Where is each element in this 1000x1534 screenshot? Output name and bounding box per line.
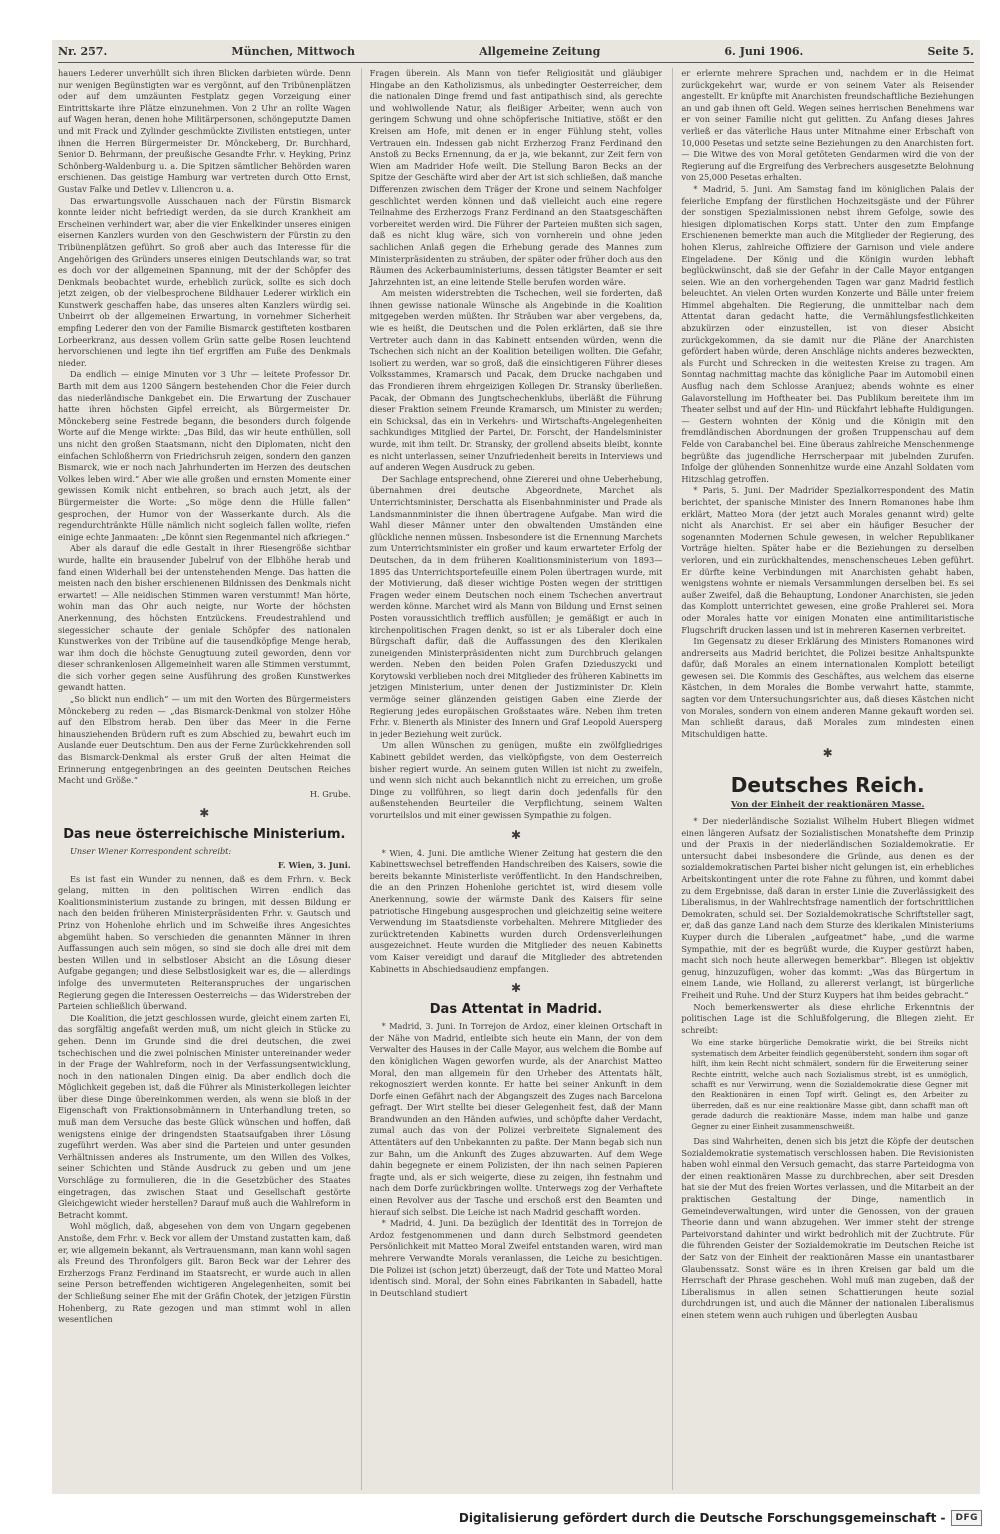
asterism-ornament: ✱ xyxy=(822,746,833,761)
paragraph: hauers Lederer unverhüllt sich ihren Blicken darbieten würde. Denn nur wenigen Begünstigten war es vergönnt, auf den Tribünenplätzen oder auf dem umzäunten Festplatz gegen Vorzeigung einer Eintrittskarte ihre Plätze einzunehmen. Von 2 Uhr an rollte Wagen auf Wagen heran, denen hohe Militärpersonen, schöngeputzte Damen und mit Frack und Zylinder geschmückte Zivilisten entstiegen, unter ihnen die Herren Bürgermeister Dr. Mönckeberg, Dr. Burchhard, Senior D. Behrmann, der preußische Gesandte Frhr. v. Heyking, Prinz Schönberg-Waldenburg u. a. Die Spitzen sämtlicher Behörden waren erschienen. Das geistige Hamburg war vertreten durch Otto Ernst, Gustav Falke und Detlev v. Liliencron u. a. xyxy=(58,68,351,194)
correspondent-line: Unser Wiener Korrespondent schreibt: xyxy=(70,846,232,857)
newspaper-page xyxy=(52,40,980,1494)
paragraph: Die Koalition, die jetzt geschlossen wurde, gleicht einem zarten Ei, das sorgfältig angefaßt werden muß, um nicht gleich in Stücke zu gehen. Denn im Grunde sind die drei deutschen, die zwei tschechischen und die zwei polnischen Minister untereinander weder in der Frage der Wahlreform, noch in der Verfassungsentwicklung, noch in den nationalen Dingen einig. Da aber endlich doch die Möglichkeit gegeben ist, daß die Führer als Ministerkollegen leichter über diese Dinge übereinkommen werden, als wenn sie bloß in der Eigenschaft von Fraktionsobmännern in Unterhandlung treten, so muß man dem Versuche das beste Glück wünschen und hoffen, daß wenigstens einige der dringendsten Staatsaufgaben ihrer Lösung zugeführt werden. Was aber sind die Parteien und unter gesunden Verhältnissen anderes als Instrumente, um den Willen des Volkes, seiner Schichten und Stände Ausdruck zu geben und um jene Vorschläge zu formulieren, die in die Gesetzbücher des Staates eingetragen, das zwischen Staat und Gesellschaft gestörte Gleichgewicht wieder herstellen? Darauf muß auch die Wahlreform in Betracht kommt. xyxy=(58,1012,351,1220)
paragraph: * Paris, 5. Juni. Der Madrider Spezialkorrespondent des Matin berichtet, der spanische Minister des Innern Romanones habe ihm erklärt, Matteo Mora (der jetzt auch Morales genannt wird) gelte nicht als Anarchist. Er sei aber ein häufiger Besucher der sogenannten Modernen Schule gewesen, in welcher Republikaner Vorträge hielten. Später habe er die Beziehungen zu derselben verloren, und ein zurückhaltendes, menschenscheues Leben geführt. Er dürfte keine Verbindungen mit Anarchisten gehabt haben, wenigstens wohnte er niemals Versammlungen derselben bei. Es sei außer Zweifel, daß die Behauptung, Londoner Anarchisten, sie jeden das Komplott unterrichtet gewesen, eine große Prahlerei sei. Mora oder Morales hatte vor einigen Monaten eine antimilitaristische Flugschrift drucken lassen und ist in mehreren Kasernen verbreitet. xyxy=(681,485,975,635)
header-rule xyxy=(58,62,974,63)
section-title: Deutsches Reich. xyxy=(730,773,925,798)
paragraph: Fragen überein. Als Mann von tiefer Religiosität und gläubiger Hingabe an den Katholizismus, als unbedingter Oesterreicher, dem die nationalen Dinge fremd und fast antipathisch sind, als gerechte und wohlwollende Natur, als fleißiger Arbeiter, wenn auch von geringem Schwung und ohne schöpferische Initiative, stößt er den Kreisen am Hofe, mit denen er in enger Fühlung steht, volles Vertrauen ein. Indessen gab nicht Erzherzog Franz Ferdinand den Anstoß zu Becks Ernennung, da er ja, wie bekannt, zur Zeit fern von Wien am Madrider Hofe weilt. Die Stellung Baron Becks an der Spitze der Geschäfte wird aber der Art ist sich schließen, daß manche Differenzen zwischen dem Träger der Krone und seinem Nachfolger geschlichtet werden können und daß vielleicht auch eine regere Teilnahme des Erzherzogs Franz Ferdinand an den Staatsgeschäften vorbereitet werden wird. Die Führer der Parteien mußten sich sagen, daß es nicht klug wäre, sich von vornherein und ohne jeden sachlichen Anlaß gegen die Erhebung gerade des Mannes zum Ministerpräsidenten zu sträuben, der später oder früher doch aus den Räumen des Ackerbauministeriums, dessen tätigster Beamter er seit Jahrzehnten ist, an eine leitende Stelle berufen worden wäre. xyxy=(369,68,663,287)
paragraph: * Wien, 4. Juni. Die amtliche Wiener Zeitung hat gestern die den Kabinettswechsel betreffenden Handschreiben des Kaisers, sowie die bereits bekannte Ministerliste veröffentlicht. In den Handschreiben, die an den Prinzen Hohenlohe gerichtet ist, wird diesem volle Anerkennung, sowie der wärmste Dank des Kaisers für seine patriotische Hingebung ausgesprochen und gleichzeitig seine weitere Verwendung im Staatsdienste vorbehalten. Mehrere Mitglieder des zurücktretenden Kabinetts wurden durch Ordensverleihungen ausgezeichnet. Heute wurden die Mitglieder des neuen Kabinetts vom Kaiser vereidigt und darauf die Mitglieder des abtretenden Kabinetts in Abschiedsaudienz empfangen. xyxy=(369,847,663,974)
asterism-ornament: ✱ xyxy=(199,806,210,821)
funding-credit: Digitalisierung gefördert durch die Deutsche Forschungsgemeinschaft - xyxy=(458,1511,946,1525)
paragraph: Das erwartungsvolle Ausschauen nach der Fürstin Bismarck konnte leider nicht befriedigt werden, da sie durch Krankheit am Erscheinen verhindert war, aber die vier Enkelkinder unseres einigen eisernen Kanzlers wurden von den Geschwistern der Fürstin zu den Tribünenplätzen geführt. So groß aber auch das Interesse für die Angehörigen des Gründers unseres einigen Deutschlands war, so trat es doch vor der allgemeinen Spannung, mit der der Schöpfer des Denkmals beobachtet wurde, erheblich zurück, sollte es sich doch jetzt zeigen, ob der vielbesprochene Bildhauer Lederer wirklich ein Kunstwerk geschaffen habe, das unseres alten Kanzlers würdig sei. Unbeirrt ob der allgemeinen Erwartung, in vornehmer Sicherheit empfing Lederer den von der Familie Bismarck gestifteten kostbaren Lorbeerkranz, aus dessen vollem Grün satte gelbe Rosen leuchtend hervorschienen und legte ihn tief ergriffen am Fuße des Denkmals nieder. xyxy=(58,195,351,368)
paragraph: „So blickt nun endlich“ — um mit den Worten des Bürgermeisters Mönckeberg zu reden — „das Bismarck-Denkmal von stolzer Höhe auf den Elbstrom herab. Den über das Meer in die Ferne hinausziehenden Brüdern ruft es zum Abschied zu, bewahrt euch im Auslande euer Deutschtum. Den aus der Ferne Zurückkehrenden soll das Bismarck-Denkmal als erster Gruß der alten Heimat die Erinnerung entgegenbringen an des geeinten Deutschen Reiches Macht und Größe.“ xyxy=(58,694,351,786)
asterism-ornament: ✱ xyxy=(510,827,522,842)
columns xyxy=(58,68,974,1490)
issue-date: 6. Juni 1906. xyxy=(724,44,804,58)
paragraph: er erlernte mehrere Sprachen und, nachdem er in die Heimat zurückgekehrt war, wurde er von seinem Vater als Reisender angestellt. Er knüpfte mit Anarchisten freundschaftliche Beziehungen an und gab ihnen oft Geld. Wegen seines herrischen Benehmens war er von seiner Familie nicht gut gelitten. Zu Anfang dieses Jahres verließ er das väterliche Haus unter Mitnahme einer Erbschaft von 10,000 Pesetas und setzte seine Beziehungen zu den Anarchisten fort. — Die Witwe des von Moral getöteten Gendarmen wird die von der Regierung auf die Ergreifung des Verbrechers ausgesetzte Belohnung von 25,000 Pesetas erhalten. xyxy=(681,68,975,183)
dateline: F. Wien, 3. Juni. xyxy=(277,860,351,870)
article-subheading: Von der Einheit der reaktionären Masse. xyxy=(730,800,925,811)
article-title: Das Attentat in Madrid. xyxy=(429,1002,603,1018)
paragraph: Noch bemerkenswerter als diese ehrliche Erkenntnis der politischen Lage ist die Schlußfolgerung, die Bliegen zieht. Er schreibt: xyxy=(681,1001,975,1035)
paragraph: * Madrid, 3. Juni. In Torrejon de Ardoz, einer kleinen Ortschaft in der Nähe von Madrid, entleibte sich heute ein Mann, der von dem Verwalter des Hauses in der Calle Mayor, aus welchem die Bombe auf den königlichen Wagen geworfen wurde, als der Anarchist Matteo Moral, den man allgemein für den Urheber des Attentats hält, rekognosziert werden konnte. Er hatte bei seiner Ankunft in dem Dorfe einen Gefährt nach der Abgangszeit des Zuges nach Barcelona gefragt. Der Wirt stellte bei dieser Gelegenheit fest, daß der Mann Brandwunden an den Händen aufwies, und schöpfte daher Verdacht, zumal auch das von der Polizei verbreitete Signalement des Attentäters auf den Unbekannten zu paßte. Der Mann begab sich nun zur Bahn, um die Ankunft des Zuges abzuwarten. Auf dem Wege dahin begegnete er einem Polizisten, der ihn nach seinen Papieren fragte und, als er sich weigerte, diese zu zeigen, ihn festnahm und nach dem Dorfe zurückbringen wollte. Unterwegs zog der Verhaftete einen Revolver aus der Tasche und erschoß erst den Beamten und hierauf sich selbst. Die Leiche ist nach Madrid geschafft worden. xyxy=(369,1021,663,1217)
issue-number: Nr. 257. xyxy=(58,44,108,58)
paragraph: Im Gegensatz zu dieser Erklärung des Ministers Romanones wird andrerseits aus Madrid berichtet, die Polizei besitze Anhaltspunkte dafür, daß Morales an einem internationalen Komplott beteiligt gewesen sei. Die Kommis des Geschäftes, aus welchem das eiserne Kästchen, in dem Morales die Bombe verwahrt hatte, stammte, sagten vor dem Untersuchungsrichter aus, daß dieses Kästchen nicht von Morales, sondern von einem anderen Manne gekauft worden sei. Man schließt daraus, daß Morales zum mindesten einen Mitschuldigen hatte. xyxy=(681,636,975,739)
page-number: Seite 5. xyxy=(927,44,974,58)
paragraph: * Madrid, 4. Juni. Da bezüglich der Identität des in Torrejon de Ardoz festgenommenen und dann durch Selbstmord geendeten Persönlichkeit mit Matteo Moral Zweifel entstanden waren, wird man mehrere Verwandte Morals veranlassen, die Leiche zu besichtigen. Die Polizei ist (schon jetzt) überzeugt, daß der Tote und Matteo Moral identisch sind. Moral, der Sohn eines Fabrikanten in Sabadell, hatte in Deutschland studiert xyxy=(369,1218,663,1298)
asterism-ornament: ✱ xyxy=(510,981,522,996)
place-day: München, Mittwoch xyxy=(231,44,355,58)
article-title: Das neue österreichische Ministerium. xyxy=(63,827,346,843)
paragraph: Um allen Wünschen zu genügen, mußte ein zwölfgliedriges Kabinett gebildet werden, das vielköpfigste, von dem Oesterreich bisher regiert wurde. An seinem guten Willen ist nicht zu zweifeln, und wenn sich nicht auch bekanntlich nicht zu erreichen, um große Dinge zu vollführen, so liegt darin doch jedenfalls für den außenstehenden Beurteiler die Verpflichtung, seinem Walten vorurteilslos und mit einer gewissen Sympathie zu folgen. xyxy=(369,740,663,820)
paragraph: Der Sachlage entsprechend, ohne Ziererei und ohne Ueberhebung, übernahmen drei deutsche Abgeordnete, Marchet als Unterrichtsminister, Derschatta als Eisenbahnminister und Prade als Landsmannminister die ihnen übertragene Aufgabe. Man wird die Wahl dieser Männer unter den obwaltenden Umständen eine glückliche nennen müssen. Insbesondere ist die Ernennung Marchets zum Unterrichtsminister ein großer und kaum erwarteter Erfolg der Deutschen, da in dem früheren Koalitionsministerium von 1893—1895 das Unterrichtsportefeuille einem Polen übertragen wurde, mit der Motivierung, daß dieser wichtige Posten wegen der strittigen Fragen weder einem Deutschen noch einem Tschechen anvertraut werden könne. Marchet wird als Mann von Bildung und Ernst seinen Posten voraussichtlich trefflich ausfüllen; je gemäßigt er auch in kirchenpolitischen Fragen denkt, so ist er als Liberaler doch eine Bürgschaft dafür, daß die Auffassungen des den Klerikalen zuneigenden Ministerpräsidenten nicht zum Durchbruch gelangen werden. Neben den beiden Polen Grafen Dzieduszycki und Korytowski verblieben noch drei Mitglieder des früheren Kabinetts im jetzigen Ministerium, unter denen der Justizminister Dr. Klein vermöge seiner glänzenden geistigen Gaben eine Zierde der Regierung jedes europäischen Großstaates wäre. Neben ihm treten Frhr. v. Bienerth als Minister des Innern und Graf Leopold Auersperg in jeder Beziehung weit zurück. xyxy=(369,473,663,739)
paragraph: Da endlich — einige Minuten vor 3 Uhr — leitete Professor Dr. Barth mit dem aus 1200 Sängern bestehenden Chor die Feier durch das niederländische Dankgebet ein. Die Erwartung der Zuschauer hatte ihren höchsten Gipfel erreicht, als Bürgermeister Dr. Mönckeberg seine Festrede begann, die besonders durch folgende Worte auf die Menge wirkte: „Das Bild, das wir heute enthüllen, soll uns nicht den großen Staatsmann, nicht den Diplomaten, nicht den einfachen Schloßherrn von Friedrichsruh zeigen, sondern den ganzen Bismarck, wie er noch nach Jahrhunderten im Herzen des deutschen Volkes leben wird.“ Aber wie alle großen und ernsten Momente einer gewissen Komik nicht entbehren, so brach auch jetzt, als der Bürgermeister die Worte: „So möge denn die Hülle fallen“ gesprochen, der Humor von der Wasserkante durch. Als die regendurchtränkte Hülle nämlich nicht sogleich fallen wollte, riefen einige echte Janmaaten: „De könnt sien Regenmantel nich afkriegen.“ xyxy=(58,369,351,542)
paragraph: Das sind Wahrheiten, denen sich bis jetzt die Köpfe der deutschen Sozialdemokratie systematisch verschlossen haben. Die Revisionisten haben wohl einmal den Versuch gemacht, das starre Parteidogma von der einen reaktionären Masse zu durchbrechen, aber seit Dresden hat sie der Mut des freien Wortes verlassen, und die Mitarbeit an der praktischen Gestaltung der Dinge, namentlich in Gemeindeverwaltungen, wird unter die Genossen, von der grauen Theorie dann und wann abzugehen. Wer immer steht der strenge Parteivorstand dahinter und wirkt bedrohlich mit der Zuchtrute. Für die führenden Geister der Sozialdemokratie im Deutschen Reiche ist der Satz von der Einheit der reaktionären Masse ein unantastbarer Glaubenssatz. Sonst wäre es in ihren Kreisen gar bald um die Herrschaft der Phrase geschehen. Wohl muß man zugeben, daß der Liberalismus in allen seinen Schattierungen heute sozial durchdrungen ist, und auch die Männer der nationalen Liberalismus einen stetem wenn auch ruhigen und überlegten Ausbau xyxy=(681,1135,975,1320)
block-quote: Wo eine starke bürgerliche Demokratie wirkt, die bei Streiks nicht systematisch dem Arbeiter feindlich gegenübersteht, sondern ihm sogar oft hilft, ihm kein Recht nicht schmälert, sondern für die Erweiterung seiner Rechte eintritt, welche auch nach Sozialismus strebt, ist es unmöglich, schafft es nur Verwirrung, wenn die Sozialdemokratie diese Gegner mit den Reaktionären in einen Topf wirft. Gelingt es, den Arbeiter zu überreden, daß es nur eine reaktionäre Masse gibt, dann schafft man oft gerade dadurch die reaktionäre Masse, indem man halbe und ganze Gegner zu einer Einheit zusammenschweißt. xyxy=(691,1038,969,1131)
paragraph: Am meisten widerstrebten die Tschechen, weil sie forderten, daß ihnen gewisse nationale Wünsche als Angebinde in die Koalition mitgegeben werden müßten. Ihr Sträuben war aber vergebens, da, wie es heißt, die Deutschen und die Polen erklärten, daß sie ihre Vertreter auch dann in das Kabinett entsenden würden, wenn die Tschechen sich nicht an der Koalition beteiligen wollten. Die Gefahr, isoliert zu werden, war so groß, daß die einsichtigeren Führer dieses Volksstammes, Kramarsch und Pacak, dem Drucke nachgaben und das Frondieren ihrem ehrgeizigen Kollegen Dr. Stransky überließen. Pacak, der Obmann des Jungtschechenklubs, überläßt die Führung dieser Fraktion seinem Freunde Kramarsch, um Minister zu werden; ein Schicksal, das ein in Verkehrs- und Wirtschafts-Angelegenheiten sachkundiges Mitglied der Partei, Dr. Forscht, der Handelsminister wurde, mit ihm teilt. Dr. Stransky, der grollend abseits bleibt, konnte es nicht unterlassen, seiner Unzufriedenheit bereits in Interviews und auf anderen Wegen Ausdruck zu geben. xyxy=(369,288,663,473)
paragraph: * Der niederländische Sozialist Wilhelm Hubert Bliegen widmet einen längeren Aufsatz der Sozialistischen Monatshefte dem Prinzip und der Praxis in der niederländischen Sozialdemokratie. Er untersucht dabei insbesondere die Gründe, aus denen es der sozialdemokratischen Partei bisher nicht gelungen ist, ein erhebliches Arbeitskontingent unter die rote Fahne zu führen, und kommt dabei zu dem Ergebnisse, daß daran in erster Linie die Zuverlässigkeit des Liberalismus, in der Wahlrechtsfrage namentlich der fortschrittlichen Demokraten, schuld sei. Der Sozialdemokratische Schriftsteller sagt, er, daß das ganze Land nach dem Sturze des klerikalen Ministeriums Kuyper durch die Liberalen „aufgeatmet“ habe, „und die warme Sympathie, mit der es begrüßt wurde, die Kuyper gestürzt haben, macht sich noch heute allerwegen bemerkbar“. Bliegen ist objektiv genug, hinzuzufügen, woher das kommt: „Was das Bürgertum in einem Lande, wie Holland, zu allererst verlangt, ist bürgerliche Freiheit und Ruhe. Und der Sturz Kuypers hat ihm beides gebracht.“ xyxy=(681,816,975,1000)
column-2 xyxy=(361,68,663,1490)
paragraph: Aber als darauf die edle Gestalt in ihrer Riesengröße sichtbar wurde, hallte ein brausender Jubelruf von der Elbhöhe herab und fand einen Widerhall bei der untenstehenden Menge. Das hatten die meisten nach den bisher erschienenen Bildnissen des Denkmals nicht erwartet! — Alle neidischen Stimmen waren verstummt! Man hörte, wohin man das Ohr auch neigte, nur Worte der höchsten Anerkennung, des höchsten Entzückens. Freudestrahlend und siegessicher schaute der geniale Schöpfer des nationalen Kunstwerkes von der Tribüne auf die tausendköpfige Menge herab, war ihm doch die höchste Genugtuung zuteil geworden, denn vor dieser schrankenlosen Allgemeinheit waren alle Stimmen verstummt, die sich vorher gegen seine Ausführung des großen Kunstwerkes gewandt hatten. xyxy=(58,543,351,693)
column-1 xyxy=(58,68,351,1490)
author-signature: H. Grube. xyxy=(309,788,351,799)
paragraph: Es ist fast ein Wunder zu nennen, daß es dem Frhrn. v. Beck gelang, mitten in den politischen Wirren endlich das Koalitionsministerium zustande zu bringen, mit dessen Bildung er nach den beiden früheren Ministerpräsidenten Frhr. v. Gautsch und Prinz von Hohenlohe ehrlich und im Schweiße ihres Angesichtes abgemüht haben. So verschieden die genannten Männer in ihren Auffassungen auch sein mögen, so sind sie doch alle drei mit dem besten Willen und in selbstloser Absicht an die Lösung dieser Aufgabe gegangen; und diese Selbstlosigkeit war es, die — allerdings infolge des unvermuteten Reiteranspruches der ungarischen Regierung gegen die Interessen Oesterreichs — das Widerstreben der Parteien schließlich überwand. xyxy=(58,873,351,1012)
digitization-footer xyxy=(0,1502,1000,1534)
dfg-logo-icon: DFG xyxy=(951,1510,982,1526)
column-3 xyxy=(672,68,974,1490)
newspaper-title: Allgemeine Zeitung xyxy=(479,44,601,58)
running-head xyxy=(58,42,974,60)
paragraph: Wohl möglich, daß, abgesehen von dem von Ungarn gegebenen Anstoße, dem Frhr. v. Beck vor allem der Umstand zustatten kam, daß er, wie allgemein bekannt, als Vertrauensmann, man kann wohl sagen als Freund des Thronfolgers gilt. Baron Beck war der Lehrer des Erzherzogs Franz Ferdinand im Staatsrecht, er wurde auch in allen seine Person betreffenden wichtigeren Angelegenheiten, somit bei der Schließung seiner Ehe mit der Gräfin Chotek, der jetzigen Fürstin Hohenberg, zu Rate gezogen und man stimmt wohl in allen wesentlichen xyxy=(58,1221,351,1325)
paragraph: * Madrid, 5. Juni. Am Samstag fand im königlichen Palais der feierliche Empfang der fürstlichen Hochzeitsgäste und der Führer der sonstigen Spezialmissionen nebst ihrem Gefolge, sowie des hiesigen diplomatischen Korps statt. Unter den zum Empfange Erschienenen bemerkte man auch die Mitglieder der Regierung, des hohen Klerus, zahlreiche Offiziere der Garnison und viele andere Eingeladene. Der König und die Königin wurden lebhaft beglückwünscht, daß sie der Gefahr in der Calle Mayor entgangen seien. Wie an den vorhergehenden Tagen war ganz Madrid festlich beleuchtet. An vielen Orten wurden Konzerte und Bälle unter freiem Himmel abgehalten. Die Regierung, die unmittelbar nach dem Attentat daran gedacht hatte, die Vermählungsfestlichkeiten abzukürzen oder einzustellen, ist von dieser Absicht zurückgekommen, da sie damit nur die Pläne der Anarchisten gefördert haben würde, deren Anschläge nichts anderes bezweckten, als Furcht und Schrecken in die weitesten Kreise zu tragen. Am Sonntag nachmittag machte das königliche Paar im Automobil einen Ausflug nach dem Schlosse Aranjuez; abends wohnte es einer Galavorstellung im Hoftheater bei. Das Publikum bereitete ihm im Theater selbst und auf der Hin- und Rückfahrt lebhafte Huldigungen. — Gestern wohnten der König und die Königin mit den fremdländischen Abordnungen der großen Truppenschau auf dem Felde von Carabanchel bei. Eine überaus zahlreiche Menschenmenge begrüßte das jugendliche Herrscherpaar mit jubelnden Zurufen. Infolge der glühenden Sonnenhitze wurde eine Anzahl Soldaten vom Hitzschlag getroffen. xyxy=(681,183,975,484)
